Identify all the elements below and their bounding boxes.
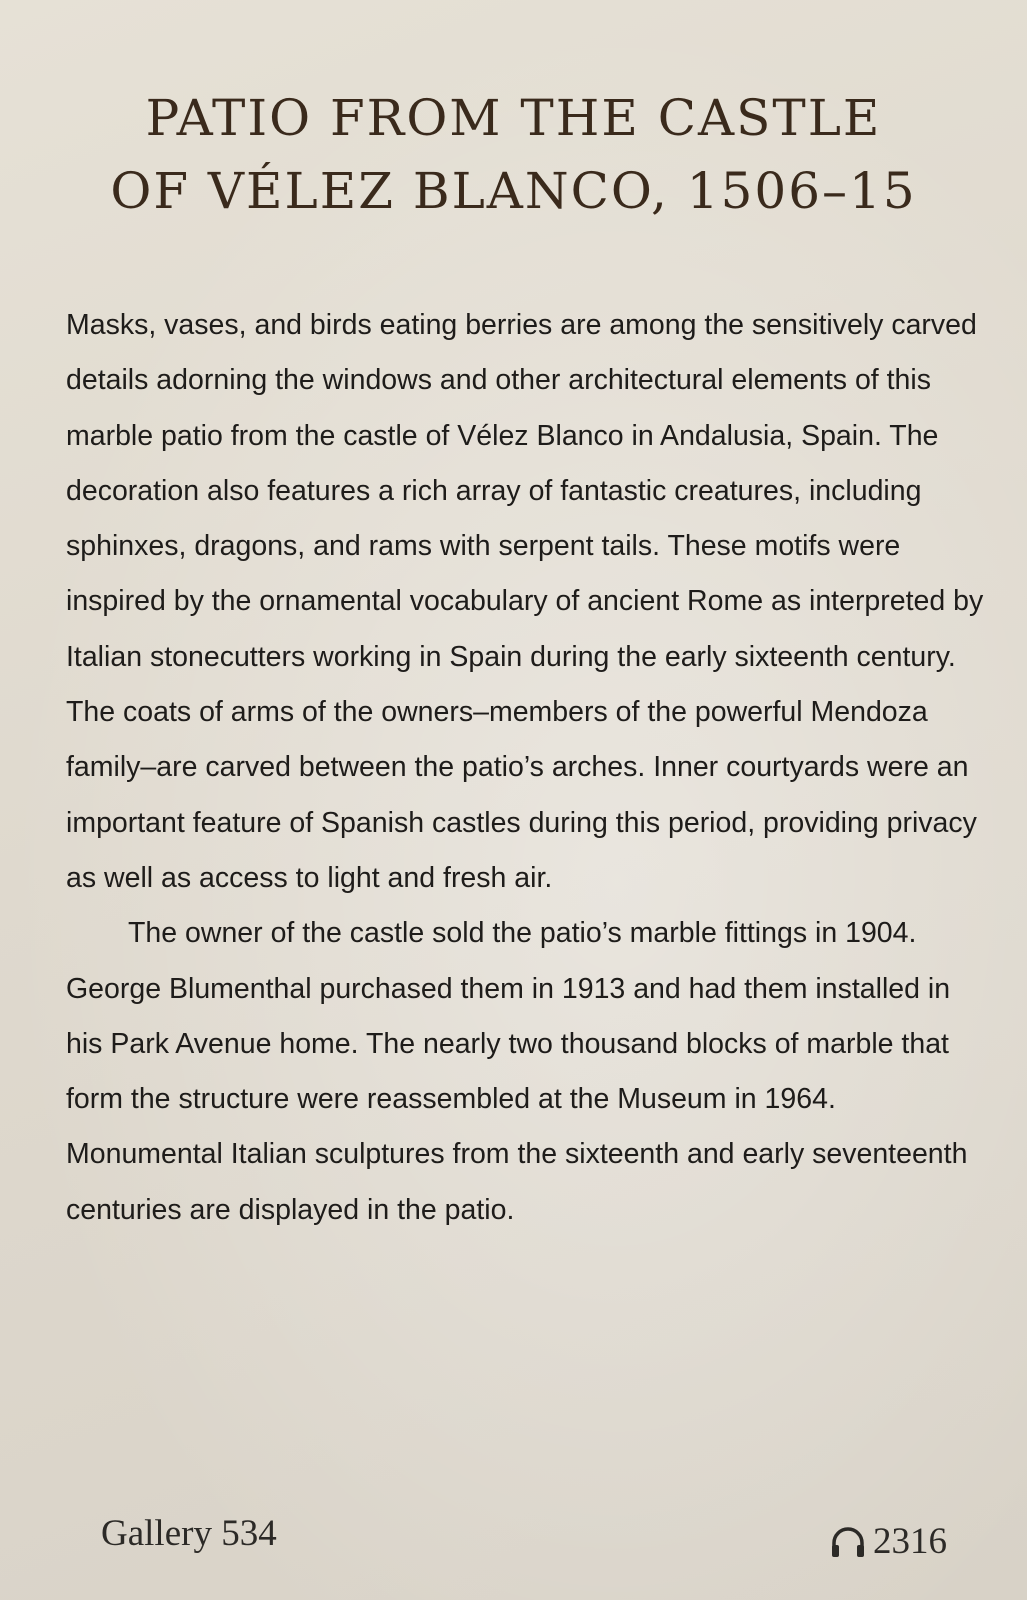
label-title: [0, 82, 1027, 228]
body-paragraph-1: Masks, vases, and birds eating berries are among the sensitively carved details adorning the windows and other architectural elements of this marble patio from the castle of Vélez Blanco in Andalusia, Spain. The decoration also features a rich array of fantastic creatures, including sphinxes, dragons, and rams with serpent tails. These motifs were inspired by the ornamental vocabulary of ancient Rome as interpreted by Italian stonecutters working in Spain during the early sixteenth century. The coats of arms of the owners–members of the powerful Mendoza family–are carved between the patio’s arches. Inner courtyards were an important feature of Spanish castles during this period, providing privacy as well as access to light and fresh air.: [66, 309, 984, 894]
body-paragraph-2: The owner of the castle sold the patio’s marble fittings in 1904. George Blumenthal purchased them in 1913 and had them installed in his Park Avenue home. The nearly two thousand blocks of marble that form the structure were reassembled at the Museum in 1964. Monumental Italian sculptures from the sixteenth and early seventeenth centuries are displayed in the patio.: [66, 917, 968, 1226]
gallery-number: Gallery 534: [101, 1513, 277, 1554]
title-line-2: OF VÉLEZ BLANCO, 1506–15: [110, 162, 917, 220]
audio-guide-stop: [829, 1520, 947, 1563]
title-line-1: PATIO FROM THE CASTLE: [145, 89, 882, 147]
headphones-icon: [829, 1525, 867, 1559]
audio-stop-number: 2316: [873, 1521, 947, 1562]
label-body: [66, 298, 986, 1238]
